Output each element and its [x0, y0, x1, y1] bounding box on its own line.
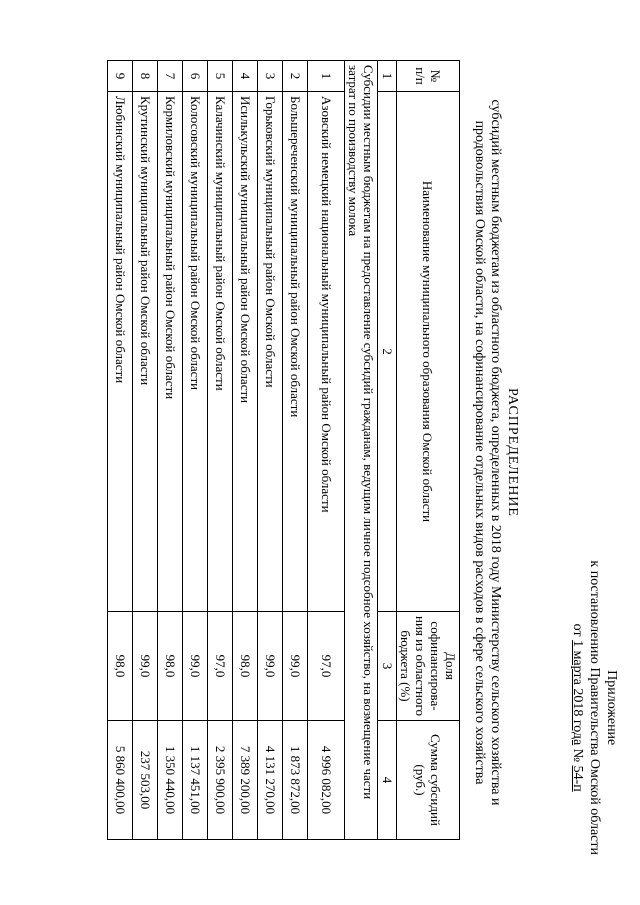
table-row	[308, 61, 345, 840]
decree-reference: к постановлению Правительства Омской области	[587, 560, 602, 855]
appendix-label: Приложение	[604, 670, 619, 746]
column-header-share: Доля софинансирова-ния из областного бюджета (%)	[397, 612, 460, 721]
table-row	[158, 61, 183, 840]
from-label: от	[570, 623, 585, 637]
appendix-header	[569, 560, 620, 855]
row-number: 8	[133, 61, 158, 92]
subsidy-amount: 5 860 400,00	[108, 721, 133, 840]
municipality-name: Азовский немецкий национальный муниципальный район Омской области	[308, 92, 345, 612]
municipality-name: Кормиловский муниципальный район Омской области	[158, 92, 183, 612]
cofinancing-share: 97,0	[308, 612, 345, 721]
column-index: 3	[378, 612, 397, 721]
column-header-number: № п/п	[397, 61, 460, 92]
row-number: 9	[108, 61, 133, 92]
column-index: 2	[378, 92, 397, 612]
subsidy-amount: 1 350 440,00	[158, 721, 183, 840]
table-header-row	[397, 61, 460, 840]
column-header-municipality: Наименование муниципального образования Омской области	[397, 92, 460, 612]
distribution-table	[107, 60, 460, 840]
row-number: 1	[308, 61, 345, 92]
municipality-name: Крутинский муниципальный район Омской области	[133, 92, 158, 612]
table-row	[133, 61, 158, 840]
decree-date: 1 марта 2018 года	[570, 640, 585, 746]
table-row	[258, 61, 283, 840]
municipality-name: Любинский муниципальный район Омской области	[108, 92, 133, 612]
table-row	[233, 61, 258, 840]
cofinancing-share: 98,0	[158, 612, 183, 721]
subsidy-amount: 1 873 872,00	[283, 721, 308, 840]
subsidy-amount: 4 131 270,00	[258, 721, 283, 840]
section-row	[345, 61, 378, 840]
section-title: Субсидии местным бюджетам на предоставление субсидий гражданам, ведущим личное подсобное хозяйство, на возмещение части затрат по производству молока	[345, 61, 378, 840]
municipality-name: Горьковский муниципальный район Омской области	[258, 92, 283, 612]
column-index: 4	[378, 721, 397, 840]
cofinancing-share: 98,0	[108, 612, 133, 721]
subsidy-amount: 4 996 082,00	[308, 721, 345, 840]
cofinancing-share: 99,0	[283, 612, 308, 721]
row-number: 7	[158, 61, 183, 92]
row-number: 5	[208, 61, 233, 92]
municipality-name: Калачинский муниципальный район Омской области	[208, 92, 233, 612]
table-row	[283, 61, 308, 840]
municipality-name: Большереченский муниципальный район Омской области	[283, 92, 308, 612]
cofinancing-share: 99,0	[133, 612, 158, 721]
column-index-row	[378, 61, 397, 840]
column-index: 1	[378, 61, 397, 92]
subsidy-amount: 7 389 200,00	[233, 721, 258, 840]
table-row	[183, 61, 208, 840]
municipality-name: Исилькульский муниципальный район Омской области	[233, 92, 258, 612]
subsidy-amount: 1 137 451,00	[183, 721, 208, 840]
municipality-name: Колосовский муниципальный район Омской области	[183, 92, 208, 612]
row-number: 2	[283, 61, 308, 92]
column-header-amount: Сумма субсидий (руб.)	[397, 721, 460, 840]
row-number: 4	[233, 61, 258, 92]
table-row	[208, 61, 233, 840]
cofinancing-share: 99,0	[258, 612, 283, 721]
row-number: 3	[258, 61, 283, 92]
subsidy-amount: 237 503,00	[133, 721, 158, 840]
cofinancing-share: 97,0	[208, 612, 233, 721]
table-body	[108, 61, 397, 840]
row-number: 6	[183, 61, 208, 92]
number-label: №	[570, 748, 585, 763]
decree-number: 54-п	[570, 765, 585, 792]
table-row	[108, 61, 133, 840]
cofinancing-share: 98,0	[233, 612, 258, 721]
subsidy-amount: 2 395 900,00	[208, 721, 233, 840]
cofinancing-share: 99,0	[183, 612, 208, 721]
document-subtitle: субсидий местным бюджетам из областного бюджета, определенных в 2018 году Министерству сельского хозяйства и продовольствия Омской области, на софинансирование отдельных видов расходов в сфере сельского хозяйства	[472, 99, 503, 806]
decree-date-line	[569, 560, 586, 855]
document-title: РАСПРЕДЕЛЕНИЕ	[505, 388, 520, 517]
